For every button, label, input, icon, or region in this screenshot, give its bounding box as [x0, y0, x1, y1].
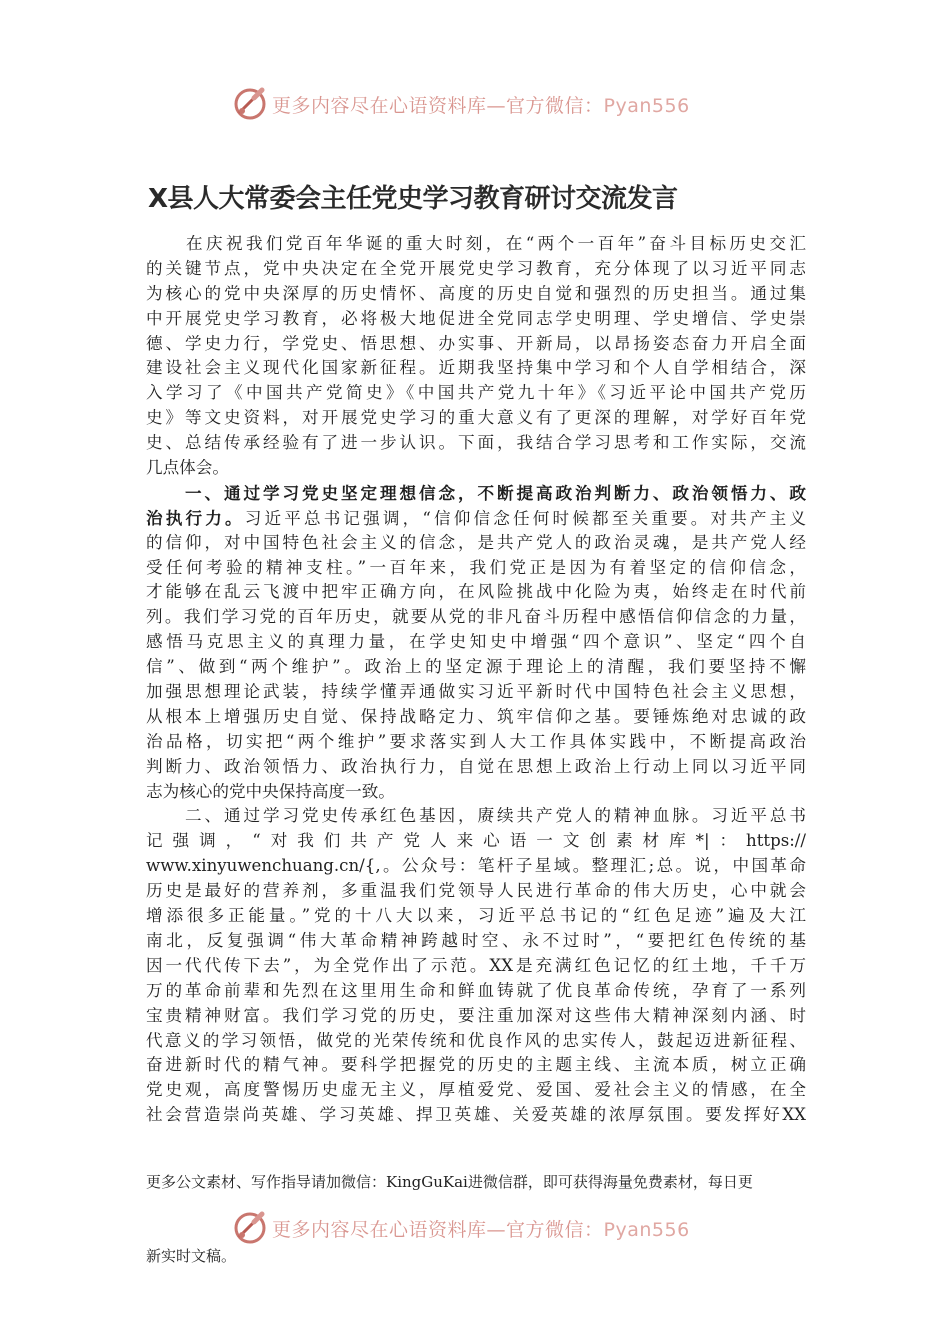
body-line — [146, 332, 806, 357]
watermark-text: 更多内容尽在心语资料库—官方微信：Pyan556 — [272, 94, 690, 117]
line-text: 的信仰，对中国特色社会主义的信念，是共产党人的政治灵魂，是共产党人经 — [146, 532, 806, 552]
body-line — [146, 580, 806, 605]
line-text: 几点体会。 — [146, 458, 229, 478]
body-line — [146, 655, 806, 680]
line-text: 因一代代传下去”，为全党作出了示范。XX是充满红色记忆的红土地，千千万 — [146, 955, 806, 975]
body-line — [146, 481, 806, 506]
body-line — [146, 456, 806, 481]
body-line — [146, 307, 806, 332]
body-line — [146, 804, 806, 829]
body-line — [146, 356, 806, 381]
line-text: 德、学史力行，学党史、悟思想、办实事、开新局，以昂扬姿态奋力开启全面 — [146, 333, 806, 353]
line-text: 感悟马克思主义的真理力量，在学史知史中增强“四个意识”、坚定“四个自 — [146, 632, 806, 652]
body-line — [146, 854, 806, 879]
line-text: 加强思想理论武装，持续学懂弄通做实习近平新时代中国特色社会主义思想， — [146, 682, 806, 702]
body-line — [146, 929, 806, 954]
body-line — [146, 1053, 806, 1078]
section-heading: 一、通过学习党史坚定理想信念，不断提高政治判断力、政治领悟力、政 — [185, 482, 807, 503]
line-text: 治品格，切实把“两个维护”要求落实到人大工作具体实践中，不断提高政治 — [146, 731, 806, 751]
body-line — [146, 381, 806, 406]
line-text: 受任何考验的精神支柱。”一百年来，我们党正是因为有着坚定的信仰信念， — [146, 557, 806, 577]
line-text: 列。我们学习党的百年历史，就要从党的非凡奋斗历程中感悟信仰信念的力量， — [146, 607, 806, 627]
line-text: 党史观，高度警惕历史虚无主义，厚植爱党、爱国、爱社会主义的情感，在全 — [146, 1080, 806, 1100]
line-text: 代意义的学习领悟，做党的光荣传统和优良作风的忠实传人，鼓起迈进新征程、 — [146, 1030, 806, 1050]
body-line — [146, 232, 806, 257]
line-text: www.xinyuwenchuang.cn/{,。公众号：笔杆子星域。整理汇;总。说，中国革命 — [146, 856, 806, 876]
line-text: 史、总结传承经验有了进一步认识。下面，我结合学习思考和工作实际，交流 — [146, 433, 806, 453]
line-text: 建设社会主义现代化国家新征程。近期我坚持集中学习和个人自学相结合，深 — [146, 358, 806, 378]
body-line — [146, 730, 806, 755]
footer-promo-line: 更多公文素材、写作指导请加微信：KingGuKai进微信群，即可获得海量免费素材，每日更 — [146, 1173, 753, 1191]
line-text: 才能够在乱云飞渡中把牢正确方向，在风险挑战中化险为夷，始终走在时代前 — [146, 582, 806, 602]
body-line — [146, 979, 806, 1004]
footer-promo-line-cont: 新实时文稿。 — [146, 1247, 237, 1265]
line-text: 二、通过学习党史传承红色基因，赓续共产党人的精神血脉。习近平总书 — [146, 806, 806, 826]
line-text: 增添很多正能量。”党的十八大以来，习近平总书记的“红色足迹”遍及大江 — [146, 906, 806, 926]
body-line — [146, 1078, 806, 1103]
body-line — [146, 605, 806, 630]
body-line — [146, 954, 806, 979]
body-line — [146, 829, 806, 854]
body-line — [146, 1103, 806, 1128]
body-line — [146, 506, 806, 531]
line-text: 宝贵精神财富。我们学习党的历史，要注重加深对这些伟大精神深刻内涵、时 — [146, 1005, 806, 1025]
body-line — [146, 705, 806, 730]
watermark-text: 更多内容尽在心语资料库—官方微信：Pyan556 — [272, 1218, 690, 1241]
line-text: 志为核心的党中央保持高度一致。 — [146, 781, 395, 801]
line-indent — [146, 484, 185, 503]
line-text: 史》等文史资料，对开展党史学习的重大意义有了更深的理解，对学好百年党 — [146, 408, 806, 428]
watermark-header — [232, 84, 690, 124]
body-line — [146, 1004, 806, 1029]
body-line — [146, 431, 806, 456]
line-text: 南北，反复强调“伟大革命精神跨越时空、永不过时”，“要把红色传统的基 — [146, 930, 806, 950]
body-line — [146, 531, 806, 556]
line-text: 记强调，“对我们共产党人来心语一文创素材库*|：https:// — [146, 831, 806, 851]
body-line — [146, 680, 806, 705]
line-text: 社会营造崇尚英雄、学习英雄、捍卫英雄、关爱英雄的浓厚氛围。要发挥好XX — [146, 1105, 806, 1125]
body-line — [146, 257, 806, 282]
brush-logo-icon — [232, 86, 268, 122]
section-heading: 治执行力。 — [146, 507, 245, 528]
body-line — [146, 755, 806, 780]
line-text: 为核心的党中央深厚的历史情怀、高度的历史自觉和强烈的历史担当。通过集 — [146, 283, 806, 303]
body-line — [146, 1029, 806, 1054]
body-line — [146, 556, 806, 581]
brush-logo-icon — [232, 1210, 268, 1246]
body-line — [146, 904, 806, 929]
body-line — [146, 630, 806, 655]
document-body — [146, 232, 806, 1128]
line-text: 万的革命前辈和先烈在这里用生命和鲜血铸就了优良革命传统，孕育了一系列 — [146, 980, 806, 1000]
line-text: 信”、做到“两个维护”。政治上的坚定源于理论上的清醒，我们要坚持不懈 — [146, 657, 806, 677]
line-text: 的关键节点，党中央决定在全党开展党史学习教育，充分体现了以习近平同志 — [146, 258, 806, 278]
line-text: 判断力、政治领悟力、政治执行力，自觉在思想上政治上行动上同以习近平同 — [146, 756, 806, 776]
line-text: 中开展党史学习教育，必将极大地促进全党同志学史明理、学史增信、学史崇 — [146, 308, 806, 328]
line-text: 从根本上增强历史自觉、保持战略定力、筑牢信仰之基。要锤炼绝对忠诚的政 — [146, 706, 806, 726]
body-line — [146, 282, 806, 307]
line-text: 入学习了《中国共产党简史》《中国共产党九十年》《习近平论中国共产党历 — [146, 383, 806, 403]
line-text: 奋进新时代的精气神。要科学把握党的历史的主题主线、主流本质，树立正确 — [146, 1055, 806, 1075]
body-line — [146, 780, 806, 805]
watermark-footer — [232, 1208, 690, 1248]
line-text: 历史是最好的营养剂，多重温我们党领导人民进行革命的伟大历史，心中就会 — [146, 881, 806, 901]
line-text: 习近平总书记强调，“信仰信念任何时候都至关重要。对共产主义 — [244, 508, 807, 528]
line-text: 在庆祝我们党百年华诞的重大时刻，在“两个一百年”奋斗目标历史交汇 — [146, 234, 806, 253]
body-line — [146, 406, 806, 431]
document-title: X县人大常委会主任党史学习教育研讨交流发言 — [148, 184, 678, 214]
body-line — [146, 879, 806, 904]
